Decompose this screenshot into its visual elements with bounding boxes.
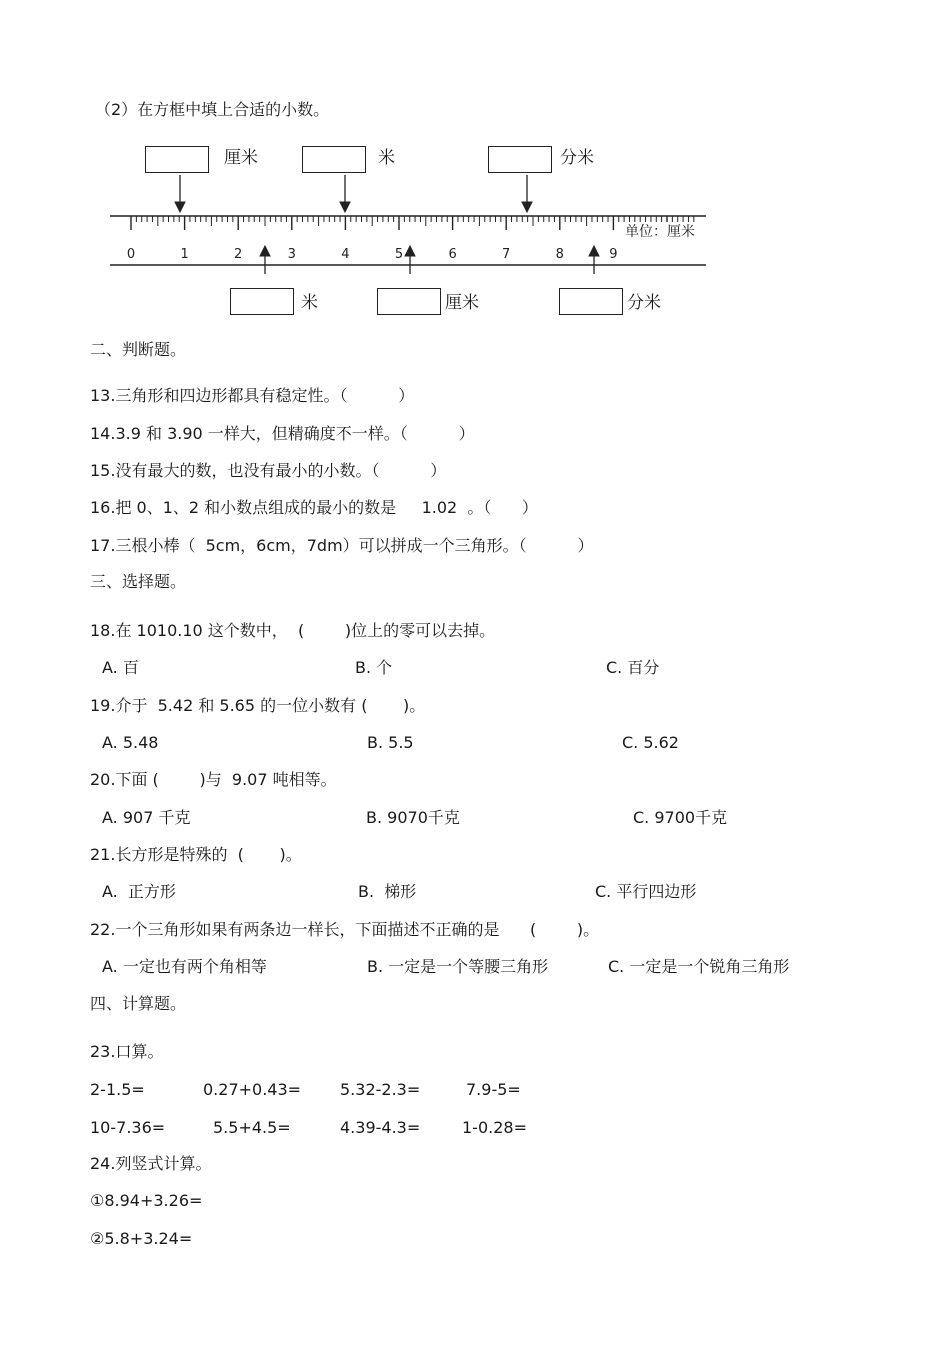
- question-23-title: 23.口算。: [90, 1042, 164, 1061]
- answer-box-bottom-1[interactable]: [230, 288, 294, 315]
- unit-label-top-2: 米: [378, 148, 395, 168]
- choice-option: A. 5.48: [102, 733, 159, 752]
- judgement-item: 14.3.9 和 3.90 一样大，但精确度不一样。（ ）: [90, 424, 475, 443]
- choice-option: A. 一定也有两个角相等: [102, 957, 267, 976]
- choice-option: C. 5.62: [622, 733, 679, 752]
- choice-question-stem: 22.一个三角形如果有两条边一样长，下面描述不正确的是 ( )。: [90, 920, 600, 939]
- choice-question-stem: 20.下面 ( )与 9.07 吨相等。: [90, 770, 337, 789]
- oral-calc-item: 1-0.28=: [462, 1118, 527, 1137]
- choice-question-stem: 19.介于 5.42 和 5.65 的一位小数有 ( )。: [90, 696, 426, 715]
- choice-option: A. 百: [102, 658, 139, 677]
- judgement-item: 13.三角形和四边形都具有稳定性。（ ）: [90, 386, 415, 405]
- ruler-tick-label: 4: [341, 247, 350, 262]
- arrow-up-icon: [589, 246, 599, 274]
- oral-calc-item: 5.5+4.5=: [213, 1118, 291, 1137]
- oral-calc-item: 4.39-4.3=: [340, 1118, 421, 1137]
- oral-calc-item: 10-7.36=: [90, 1118, 166, 1137]
- choice-option: B. 5.5: [367, 733, 414, 752]
- ruler-tick-label: 2: [234, 247, 243, 262]
- ruler-tick-label: 1: [180, 247, 189, 262]
- arrow-down-icon: [175, 175, 185, 212]
- judgement-item: 15.没有最大的数，也没有最小的小数。（ ）: [90, 461, 447, 480]
- ruler-tick-label: 8: [555, 247, 564, 262]
- unit-label-top-1: 厘米: [224, 148, 258, 168]
- arrow-up-icon: [260, 246, 270, 274]
- ruler-tick-label: 9: [609, 247, 618, 262]
- answer-box-bottom-2[interactable]: [377, 288, 441, 315]
- ruler-tick-label: 0: [126, 247, 136, 262]
- oral-calc-item: 5.32-2.3=: [340, 1080, 421, 1099]
- ruler-tick-label: 5: [394, 247, 404, 262]
- choice-option: B. 梯形: [358, 882, 417, 901]
- judgement-item: 16.把 0、1、2 和小数点组成的最小的数是 1.02 。（ ）: [90, 498, 538, 517]
- choice-option: B. 9070千克: [366, 808, 460, 827]
- arrow-down-icon: [340, 175, 350, 212]
- choice-option: C. 9700千克: [633, 808, 728, 827]
- unit-label-bottom-2: 厘米: [445, 293, 479, 313]
- question-2-instruction: （2）在方框中填上合适的小数。: [95, 100, 330, 119]
- vertical-calc-item: ①8.94+3.26=: [90, 1191, 203, 1210]
- ruler-figure: [108, 140, 718, 320]
- section-2-title: 二、判断题。: [90, 340, 187, 359]
- choice-question-stem: 21.长方形是特殊的 ( )。: [90, 845, 302, 864]
- oral-calc-item: 2-1.5=: [90, 1080, 145, 1099]
- arrow-down-icon: [522, 175, 532, 212]
- unit-label-bottom-1: 米: [301, 293, 318, 313]
- answer-box-bottom-3[interactable]: [559, 288, 623, 315]
- oral-calc-item: 7.9-5=: [466, 1080, 521, 1099]
- vertical-calc-item: ②5.8+3.24=: [90, 1229, 193, 1248]
- choice-option: A. 正方形: [102, 882, 176, 901]
- choice-option: C. 平行四边形: [595, 882, 697, 901]
- unit-label-bottom-3: 分米: [627, 293, 661, 313]
- ruler-tick-label: 3: [287, 247, 296, 262]
- choice-option: B. 一定是一个等腰三角形: [367, 957, 549, 976]
- arrow-up-icon: [405, 246, 415, 274]
- judgement-item: 17.三根小棒（ 5cm，6cm，7dm）可以拼成一个三角形。（ ）: [90, 536, 594, 555]
- ruler-tick-label: 7: [502, 247, 511, 262]
- unit-label-top-3: 分米: [560, 148, 594, 168]
- section-4-title: 四、计算题。: [90, 994, 187, 1013]
- ruler-tick-label: 6: [448, 247, 457, 262]
- choice-option: C. 一定是一个锐角三角形: [608, 957, 790, 976]
- ruler-unit-label: 单位：厘米: [625, 224, 695, 240]
- oral-calc-item: 0.27+0.43=: [203, 1080, 302, 1099]
- question-24-title: 24.列竖式计算。: [90, 1154, 212, 1173]
- choice-option: B. 个: [355, 658, 393, 677]
- choice-option: A. 907 千克: [102, 808, 191, 827]
- choice-question-stem: 18.在 1010.10 这个数中， ( )位上的零可以去掉。: [90, 621, 496, 640]
- choice-option: C. 百分: [606, 658, 660, 677]
- section-3-title: 三、选择题。: [90, 572, 187, 591]
